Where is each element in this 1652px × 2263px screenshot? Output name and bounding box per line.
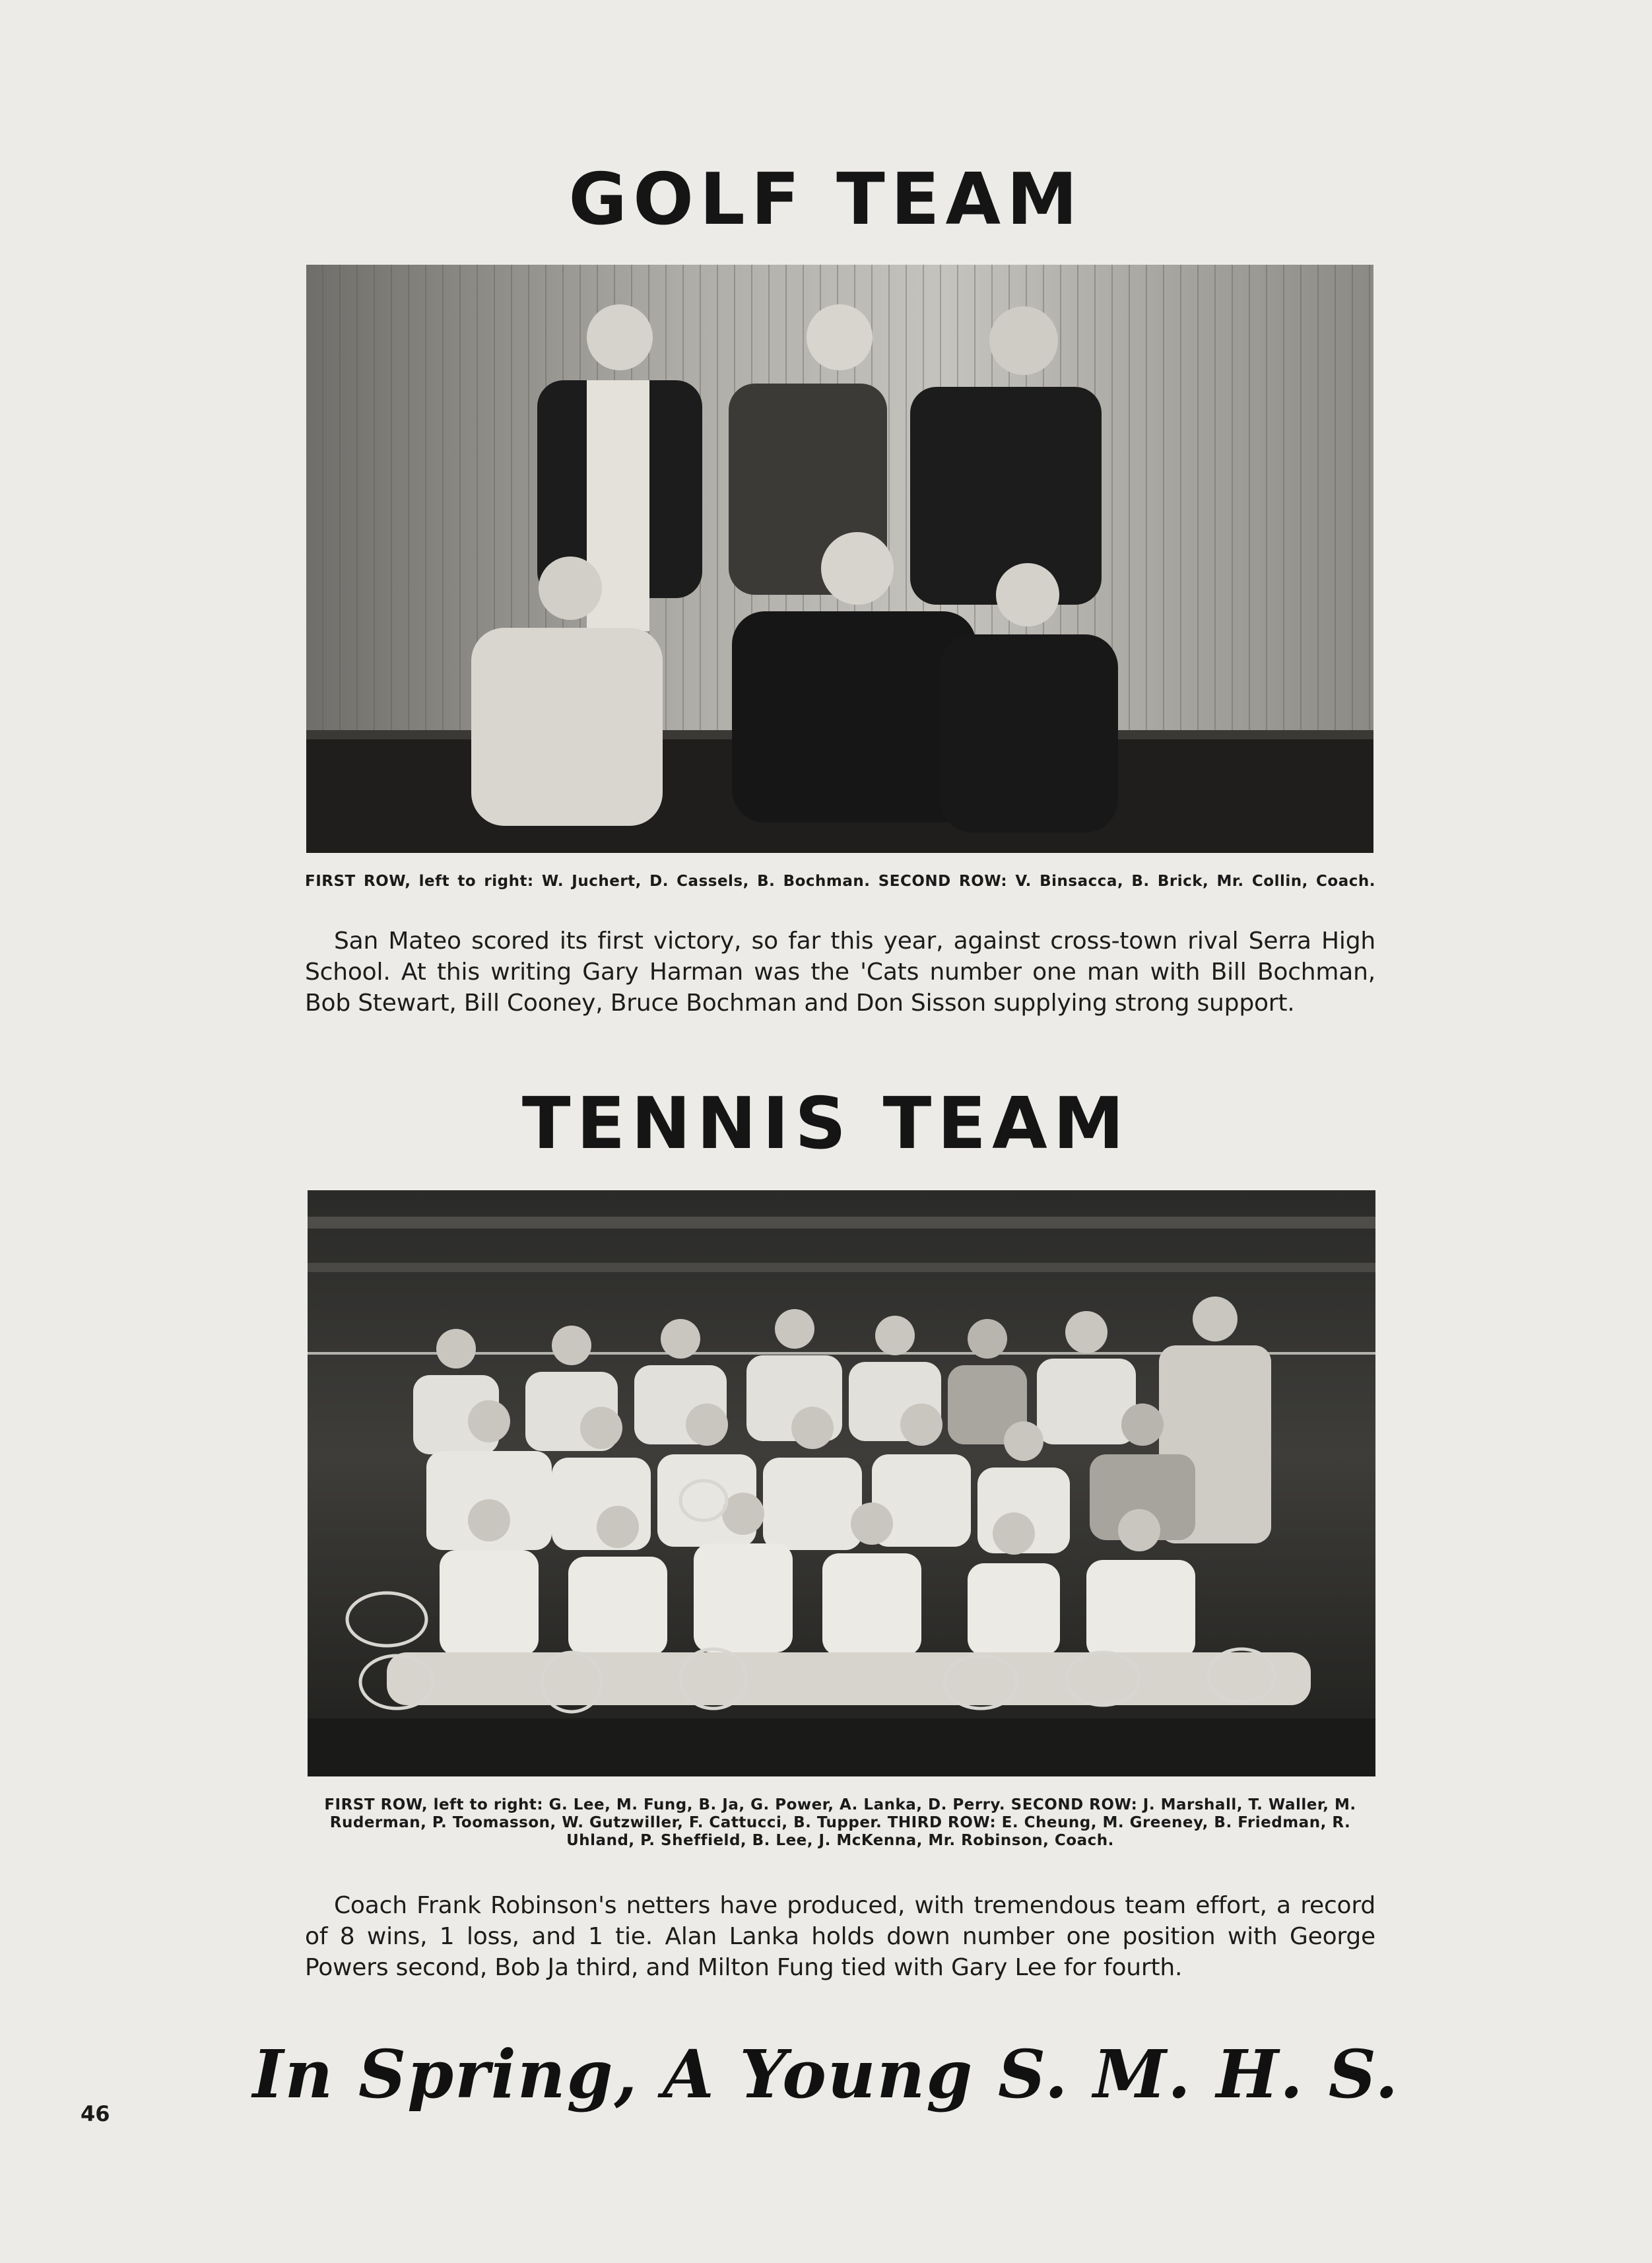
golf-team-photo-image [306,265,1373,853]
yearbook-slogan: In Spring, A Young S. M. H. S. [252,2035,1400,2113]
golf-team-title: GOLF TEAM [568,158,1084,241]
page-number: 46 [81,2101,110,2126]
tennis-team-photo [308,1190,1375,1776]
tennis-photo-caption: FIRST ROW, left to right: G. Lee, M. Fung, B. Ja, G. Power, A. Lanka, D. Perry. SECOND ROW: J. Marshall, T. Waller, M. Ruderman, P. Toomasson, W. Gutzwiller, F. Cattucci, B. Tupper. THIRD ROW: E. Cheung, M. Greeney, B. Friedman, R. Uhland, P. Sheffield, B. Lee, J. McKenna, Mr. Robinson, Coach. [324,1796,1356,1849]
golf-photo-caption: FIRST ROW, left to right: W. Juchert, D. Cassels, B. Bochman. SECOND ROW: V. Binsacca, B. Brick, Mr. Collin, Coach. [305,873,1375,890]
golf-team-photo [306,265,1373,853]
tennis-team-title: TENNIS TEAM [521,1083,1131,1165]
golf-team-description: San Mateo scored its first victory, so far this year, against cross-town rival Serra High School. At this writing Gary Harman was the 'Cats number one man with Bill Bochman, Bob Stewart, Bill Cooney, Bruce Bochman and Don Sisson supplying strong support. [305,928,1375,1017]
tennis-team-description: Coach Frank Robinson's netters have produced, with tremendous team effort, a record of 8 wins, 1 loss, and 1 tie. Alan Lanka holds down number one position with George Powers second, Bob Ja third, and Milton Fung tied with Gary Lee for fourth. [305,1892,1375,1981]
tennis-team-photo-image [308,1190,1375,1776]
